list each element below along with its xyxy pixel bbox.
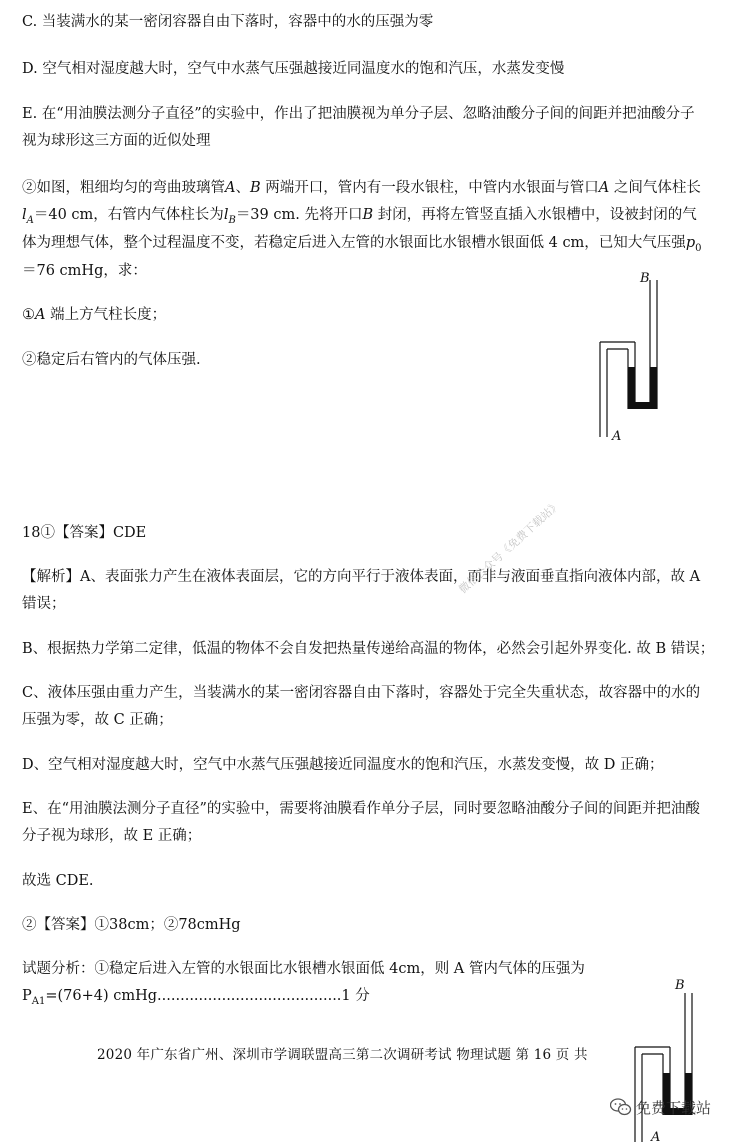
watermark: 微信公众号《免费下载站》	[456, 498, 564, 597]
explanation-a-line2: 错误；	[22, 596, 66, 612]
label-a-2: A	[651, 1130, 661, 1142]
explanation-c-line2: 压强为零，故 C 正确；	[22, 712, 173, 728]
page-footer: 2020 年广东省广州、深圳市学调联盟高三第二次调研考试 物理试题 第 16 页 共	[97, 1047, 588, 1063]
wechat-badge	[610, 1097, 711, 1120]
analysis-line: 试题分析：①稳定后进入左管的水银面比水银槽水银面低 4cm，则 A 管内气体的压强为	[22, 961, 585, 977]
question2-line2: $l_A=40$ cm，右管内气体柱长为$l_B=39$ cm. 先将开口B 封闭，再将左管竖直插入水银槽中，设被封闭的气	[22, 207, 697, 226]
option-c: C. 当装满水的某一密闭容器自由下落时，容器中的水的压强为零	[22, 14, 434, 30]
explanation-c-line1: C、液体压强由重力产生，当装满水的某一密闭容器自由下落时，容器处于完全失重状态，故容器中的水的	[22, 685, 701, 701]
option-e-line1: E. 在“用油膜法测分子直径”的实验中，作出了把油膜视为单分子层、忽略油酸分子间的间距并把油酸分子	[22, 106, 695, 122]
choose-answer: 故选 CDE.	[22, 873, 94, 889]
label-b: B	[640, 271, 650, 286]
label-b-2: B	[675, 978, 685, 993]
bent-tube-figure	[590, 262, 680, 447]
explanation-d: D、空气相对湿度越大时，空气中水蒸气压强越接近同温度水的饱和汽压，水蒸发变慢，故 D 正确；	[22, 757, 664, 773]
explanation-b: B、根据热力学第二定律，低温的物体不会自发把热量传递给高温的物体，必然会引起外界变化. 故 B 错误；	[22, 641, 715, 657]
answer-2: ②【答案】①38cm；②78cmHg	[22, 917, 241, 933]
wechat-icon	[610, 1098, 632, 1120]
question2-line3: 体为理想气体，整个过程温度不变，若稳定后进入左管的水银面比水银槽水银面低 4 cm，已知大气压强$p_0$	[22, 235, 702, 254]
label-a: A	[612, 429, 622, 444]
explanation-e-line1: E、在“用油膜法测分子直径”的实验中，需要将油膜看作单分子层，同时要忽略油酸分子间的间距并把油酸	[22, 801, 700, 817]
pressure-line: $P_{A1}=(76+4)$ cmHg........................................1 分	[22, 988, 370, 1007]
question2-line1: ②如图，粗细均匀的弯曲玻璃管A、B 两端开口，管内有一段水银柱，中管内水银面与管口A 之间气体柱长	[22, 180, 701, 196]
question2-line4: ＝76 cmHg，求：	[22, 263, 147, 279]
badge-label: 免费下载站	[636, 1099, 712, 1117]
answer-1: 18①【答案】CDE	[22, 525, 147, 541]
option-d: D. 空气相对湿度越大时，空气中水蒸气压强越接近同温度水的饱和汽压，水蒸发变慢	[22, 61, 565, 77]
explanation-a-line1: 【解析】A、表面张力产生在液体表面层，它的方向平行于液体表面，而非与液面垂直指向液体内部，故 A	[22, 569, 701, 585]
explanation-e-line2: 分子视为球形，故 E 正确；	[22, 828, 202, 844]
sub-question-2: ②稳定后右管内的气体压强.	[22, 352, 201, 368]
sub-question-1: ①A 端上方气柱长度；	[22, 307, 167, 323]
option-e-line2: 视为球形这三方面的近似处理	[22, 133, 211, 149]
